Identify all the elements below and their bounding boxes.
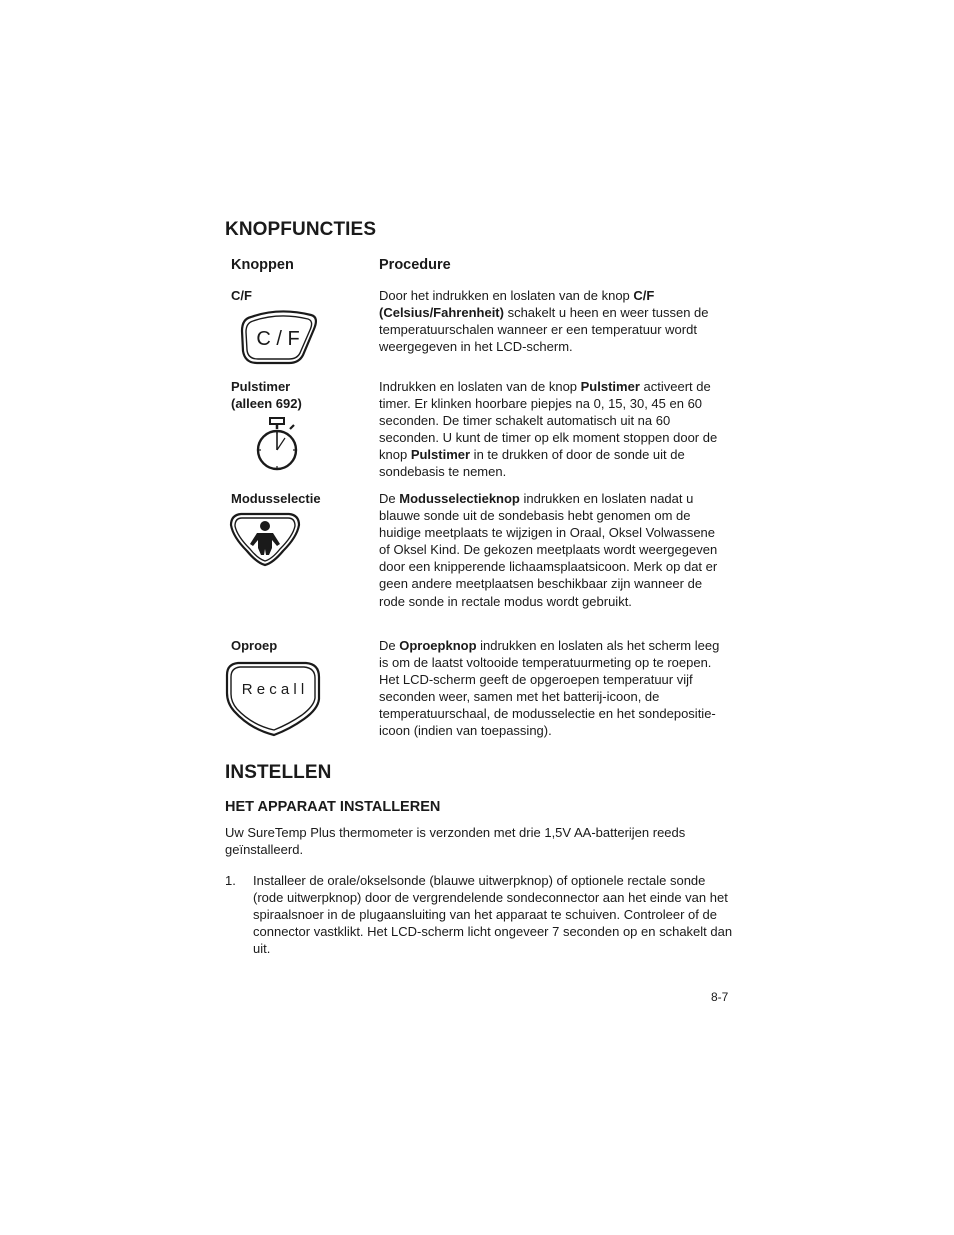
- button-label-cf: C/F: [231, 288, 252, 303]
- person-mode-icon: [227, 511, 303, 569]
- section-title: KNOPFUNCTIES: [225, 219, 377, 240]
- intro-paragraph: Uw SureTemp Plus thermometer is verzonden met drie 1,5V AA-batterijen reeds geïnstalleerd.: [225, 825, 686, 858]
- column-header-buttons: Knoppen: [231, 257, 294, 273]
- recall-icon-text: R e c a l l: [241, 681, 305, 698]
- procedure-cf: Door het indrukken en loslaten van de knop C/F (Celsius/Fahrenheit) schakelt u heen en weer tussen de temperatuurschalen wanneer er een temperatuur wordt weergegeven in het LCD-scherm.: [379, 288, 709, 355]
- button-label-oproep: Oproep: [231, 638, 278, 653]
- page-number: 8-7: [711, 990, 729, 1004]
- recall-button-icon: [224, 659, 322, 737]
- button-label-pulstimer: Pulstimer (alleen 692): [231, 379, 302, 411]
- cf-button-icon: [239, 309, 319, 367]
- stopwatch-icon: [254, 417, 300, 471]
- cf-icon-text: C / F: [256, 328, 300, 350]
- section2-title: INSTELLEN: [225, 762, 332, 783]
- procedure-modusselectie: De Modusselectieknop indrukken en loslaten nadat u blauwe sonde uit de sondebasis hebt genomen om de huidige meetplaats te wijzigen in Oraal, Oksel Volwassene of Oksel Kind. De gekozen meetplaats wordt weergegeven door een knipperende lichaamsplaatsicoon. Merk op dat er geen andere meetplaatsen beschikbaar zijn wanneer de rode sonde in rectale modus wordt gebruikt.: [379, 491, 718, 609]
- subsection-title: HET APPARAAT INSTALLEREN: [225, 799, 441, 815]
- step-number: 1.: [225, 873, 236, 888]
- column-header-procedure: Procedure: [379, 257, 451, 273]
- step-text: Installeer de orale/okselsonde (blauwe uitwerpknop) of optionele rectale sonde (rode uitwerpknop) door de vergrendelende sondeconnector aan het einde van het spiraalsnoer in de plugaansluiting van het apparaat te schuiven. Controleer of de connector vastklikt. Het LCD-scherm licht ongeveer 7 seconden op en schakelt dan uit.: [253, 873, 733, 957]
- procedure-pulstimer: Indrukken en loslaten van de knop Pulstimer activeert de timer. Er klinken hoorbare piepjes na 0, 15, 30, 45 en 60 seconden. De timer schakelt automatisch uit na 60 seconden. U kunt de timer op elk moment stoppen door de knop Pulstimer in te drukken of door de sonde uit de sondebasis te nemen.: [379, 379, 718, 480]
- button-label-modusselectie: Modusselectie: [231, 491, 321, 506]
- procedure-oproep: De Oproepknop indrukken en loslaten als het scherm leeg is om de laatst voltooide temperatuurmeting op te roepen. Het LCD-scherm geeft de opgeroepen temperatuur vijf seconden weer, samen met het batterij-icoon, de temperatuurschaal, de modusselectie en het sondepositie-icoon (indien van toepassing).: [379, 638, 720, 739]
